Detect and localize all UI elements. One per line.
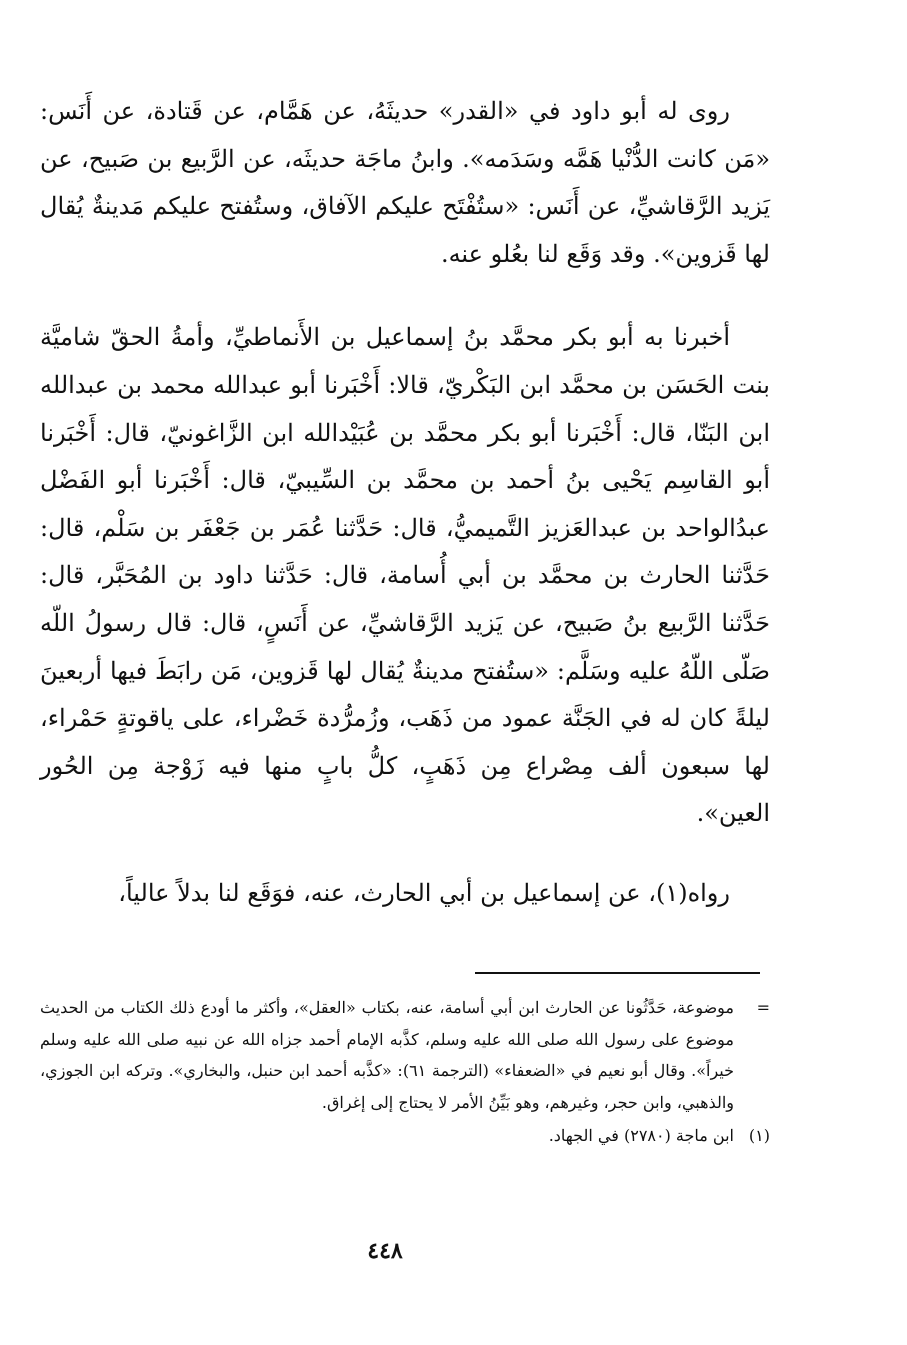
- page-number: ٤٤٨: [367, 1238, 403, 1264]
- paragraph-3: رواه(١)، عن إسماعيل بن أبي الحارث، عنه، فوَقَع لنا بدلاً عالياً،: [118, 878, 730, 907]
- paragraph-1: روى له أبو داود في «القدر» حديثَهُ، عن هَمَّام، عن قَتادة، عن أَنَس: «مَن كانت الدُّنْيا هَمَّه وسَدَمه». وابنُ ماجَة حديثَه، عن الرَّبيع بن صَبيح، عن يَزيد الرَّقاشيِّ، عن أَنَس: «ستُفْتَح عليكم الآفاق، وستُفتح عليكم مَدينةٌ يُقال لها قَزوين». وقد وَقَع لنا بعُلو عنه.: [40, 97, 770, 268]
- footnote-1: [40, 1120, 770, 1152]
- footnote-continuation: [40, 992, 770, 1118]
- footnote-divider: [475, 972, 760, 974]
- paragraph-2: أخبرنا به أبو بكر محمَّد بنُ إسماعيل بن الأَنماطيِّ، وأمةُ الحقّ شاميَّة بنت الحَسَن بن محمَّد ابن البَكْريّ، قالا: أَخْبَرنا أبو عبدالله محمد بن عبدالله ابن البَنّا، قال: أَخْبَرنا أبو بكر محمَّد بن عُبَيْدالله ابن الزَّاغونيّ، قال: أَخْبَرنا أبو القاسِم يَحْيى بنُ أحمد بن محمَّد بن السِّيبيّ، قال: أَخْبَرنا أبو الفَضْل عبدُالواحد بن عبدالعَزيز التَّميميُّ، قال: حَدَّثنا عُمَر بن جَعْفَر بن سَلْم، قال: حَدَّثنا الحارث بن محمَّد بن أبي أُسامة، قال: حَدَّثنا داود بن المُحَبَّر، قال: حَدَّثنا الرَّبيع بنُ صَبيح، عن يَزيد الرَّقاشيِّ، عن أَنَسٍ، قال: قال رسولُ اللّه صَلّى اللّهُ عليه وسَلَّم: «ستُفتح مدينةٌ يُقال لها قَزوين، مَن رابَطَ فيها أربعينَ ليلةً كان له في الجَنَّة عمود من ذَهَب، وزُمرُّدة خَضْراء، على ياقوتةٍ حَمْراء، لها سبعون ألف مِصْراع مِن ذَهَبٍ، كلُّ بابٍ منها فيه زَوْجة مِن الحُور العين».: [40, 323, 771, 828]
- footnote-text: ابن ماجة (٢٧٨٠) في الجهاد.: [548, 1126, 734, 1145]
- main-text: [40, 88, 770, 918]
- footnote-number: (١): [748, 1126, 770, 1145]
- continuation-marker: =: [756, 998, 770, 1017]
- footnote-continuation-text: موضوعة، حَدَّثُونا عن الحارث ابن أبي أسامة، عنه، بكتاب «العقل»، وأكثر ما أودع ذلك الكتاب من الحديث موضوع على رسول الله صلى الله عليه وسلم، كذَّبه الإمام أحمد جزاه الله عن نبيه صلى الله عليه وسلم خيراً». وقال أبو نعيم في «الضعفاء» (الترجمة ٦١): «كذَّبه أحمد ابن حنبل، والبخاري». وتركه ابن الجوزي، والذهبي، وابن حجر، وغيرهم، وهو بَيِّنُ الأمر لا يحتاج إلى إغراق.: [40, 998, 735, 1112]
- footnotes: [40, 992, 770, 1152]
